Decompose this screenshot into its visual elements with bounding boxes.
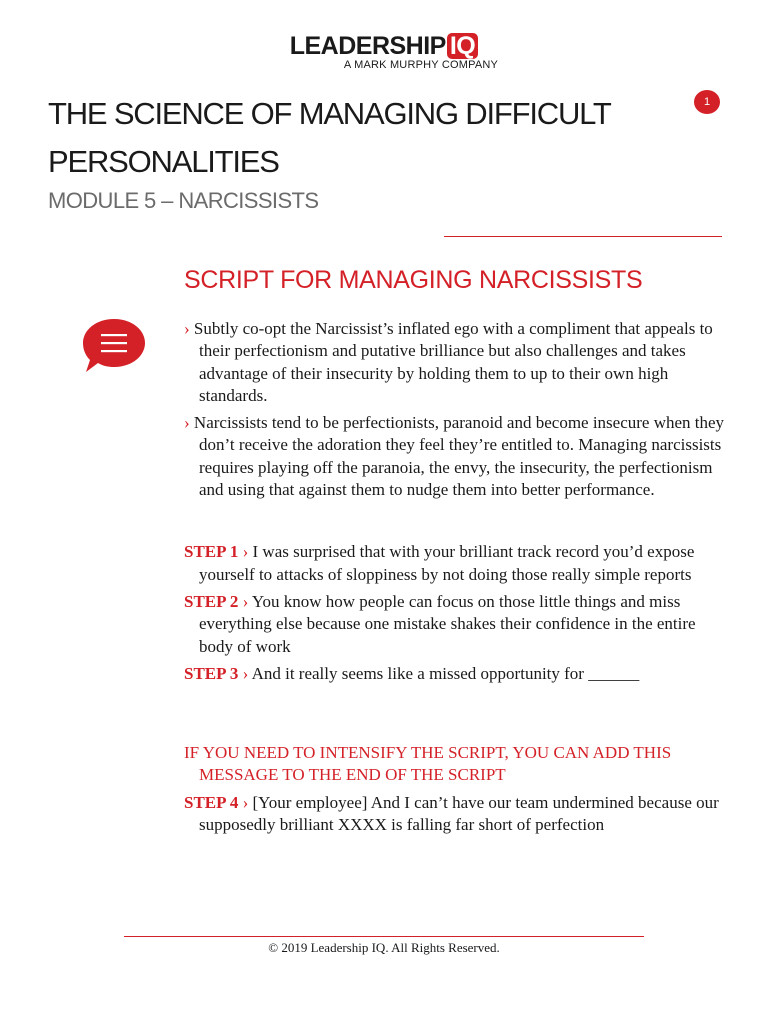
step-marker: ›: [242, 663, 249, 683]
header-divider: [444, 236, 722, 237]
page-number-badge: 1: [694, 90, 720, 114]
bullet-text: Subtly co-opt the Narcissist’s inflated ego with a compliment that appeals to their perfectionism and putative brilliance but also challenges and takes advantage of their insecurity by holding them to up to their own high standards.: [193, 319, 713, 405]
script-content: [184, 318, 732, 841]
bullet-item: [184, 318, 732, 407]
section-heading: SCRIPT FOR MANAGING NARCISSISTS: [184, 266, 643, 294]
step-item: [184, 663, 732, 685]
step-item: [184, 792, 732, 837]
step-marker: ›: [242, 542, 249, 562]
bullet-item: [184, 412, 732, 501]
intensify-note: IF YOU NEED TO INTENSIFY THE SCRIPT, YOU CAN ADD THIS MESSAGE TO THE END OF THE SCRIPT: [184, 743, 672, 785]
step-marker: ›: [242, 591, 249, 611]
step-item: [184, 591, 732, 658]
step-text: I was surprised that with your brilliant track record you’d expose yourself to attacks of sloppiness by not doing those really simple reports: [199, 542, 695, 584]
step-label: STEP 1: [184, 542, 239, 562]
logo-wordmark: LEADERSHIP: [289, 32, 446, 60]
module-subtitle: MODULE 5 – NARCISSISTS: [48, 188, 319, 213]
page-title: THE SCIENCE OF MANAGING DIFFICULT PERSONALITIES: [48, 96, 611, 179]
bullet-marker: ›: [184, 319, 190, 338]
step-label: STEP 3: [184, 663, 239, 683]
step-marker: ›: [242, 792, 249, 812]
logo-tagline: A MARK MURPHY COMPANY: [343, 59, 499, 71]
step-text: You know how people can focus on those little things and miss everything else because one mistake shakes their confidence in the entire body of work: [199, 591, 696, 656]
step-text: [Your employee] And I can’t have our team undermined because our supposedly brilliant XXXX is falling far short of perfection: [199, 792, 719, 835]
footer-divider: [124, 936, 644, 937]
step-label: STEP 4: [184, 792, 239, 812]
step-item: [184, 541, 732, 586]
copyright-footer: © 2019 Leadership IQ. All Rights Reserved.: [268, 940, 500, 955]
bullet-text: Narcissists tend to be perfectionists, paranoid and become insecure when they don’t receive the adoration they feel they’re entitled to. Managing narcissists requires playing off the paranoia, the envy, the insecurity, the perfectionism and using that against them to nudge them into better performance.: [193, 413, 725, 500]
step-label: STEP 2: [184, 591, 239, 611]
bullet-marker: ›: [184, 413, 190, 433]
chat-bubble-icon: [80, 316, 148, 374]
step-text: And it really seems like a missed opportunity for ______: [251, 663, 640, 683]
logo-iq-badge: IQ: [447, 33, 478, 59]
logo: [0, 32, 768, 71]
